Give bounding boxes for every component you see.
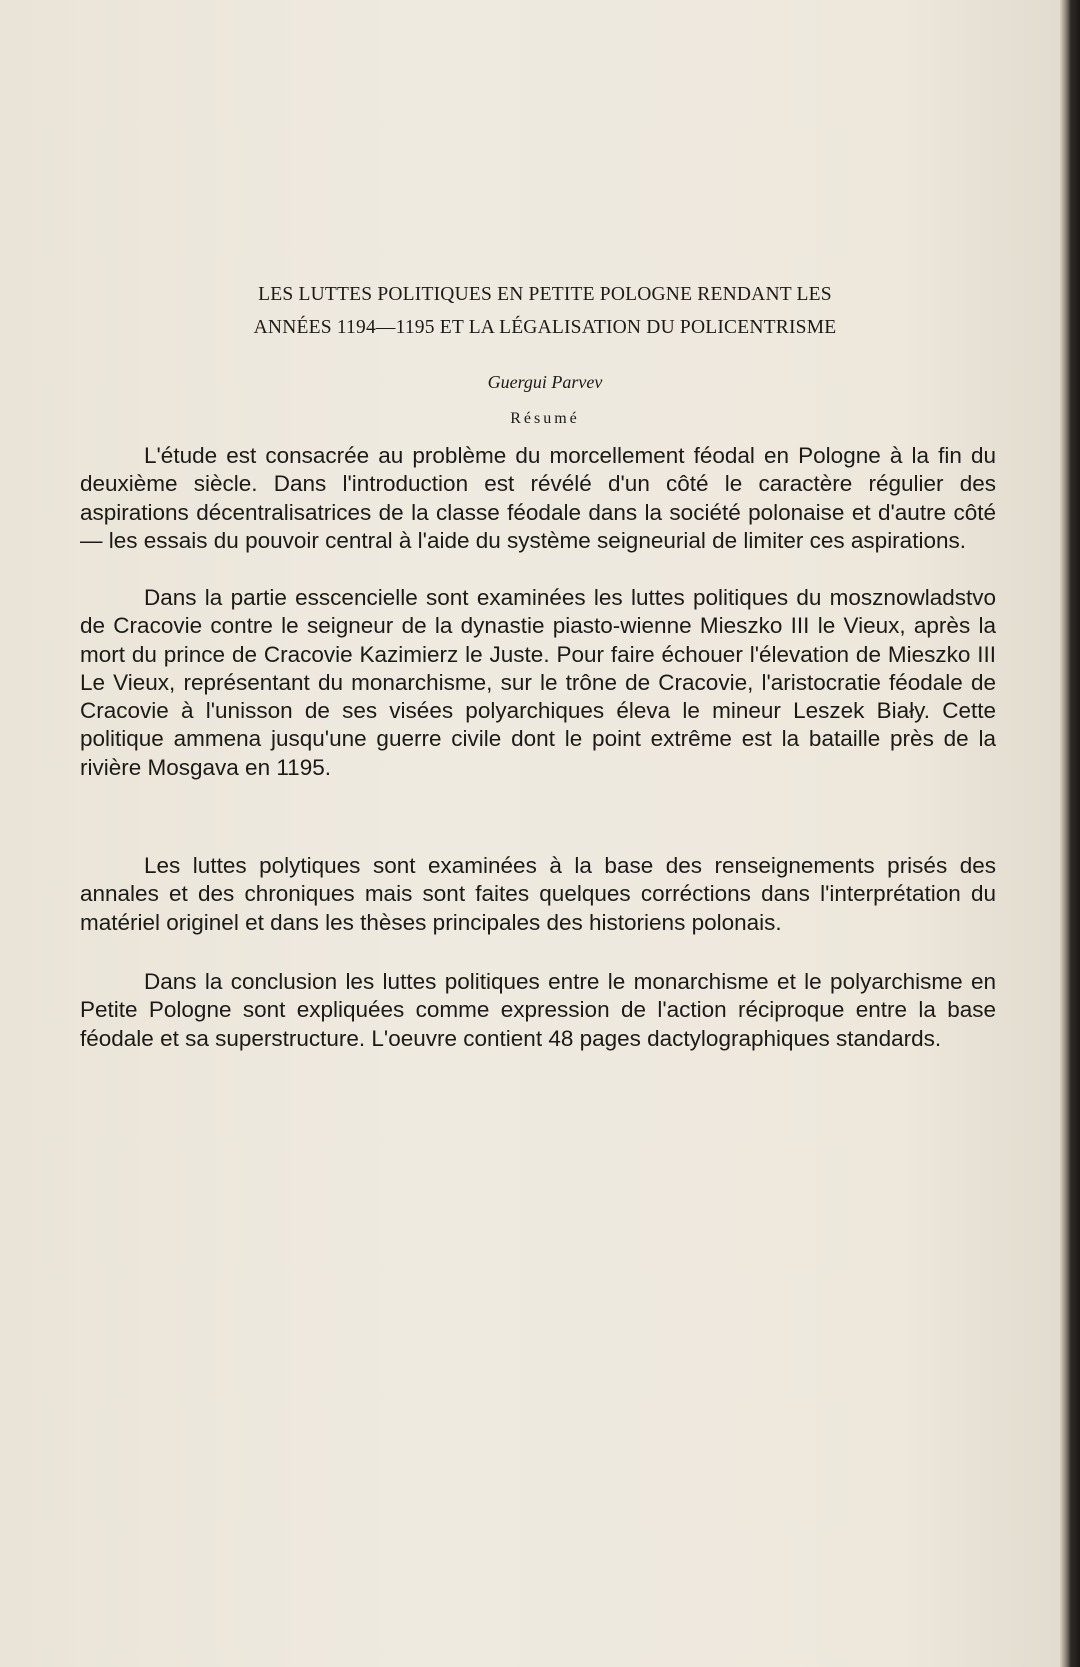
document-title xyxy=(120,278,970,344)
paragraph-sources: Les luttes polytiques sont examinées à la base des renseignements prisés des annales et des chroniques mais sont faites quelques corréctions dans l'interprétation du matériel originel et dans les thèses principales des historiens polonais. xyxy=(80,853,996,935)
book-spine-edge xyxy=(1060,0,1080,1667)
section-heading: Résumé xyxy=(510,410,580,427)
title-line-2: ANNÉES 1194—1195 ET LA LÉGALISATION DU POLICENTRISME xyxy=(253,317,837,338)
author-name: Guergui Parvev xyxy=(487,372,603,392)
paragraph-main-part: Dans la partie esscencielle sont examinées les luttes politiques du mosznowladstvo de Cracovie contre le seigneur de la dynastie piasto-wienne Mieszko III le Vieux, après la mort du prince de Cracovie Kazimierz le Juste. Pour faire échouer l'élevation de Mieszko III Le Vieux, représentant du monarchisme, sur le trône de Cracovie, l'aristocratie féodale de Cracovie à l'unisson de ses visées polyarchiques éleva le mineur Leszek Biały. Cette politique ammena jusqu'une guerre civile dont le point extrême est la bataille près de la rivière Mosgava en 1195. xyxy=(80,585,996,780)
paragraph-introduction: L'étude est consacrée au problème du morcellement féodal en Pologne à la fin du deuxième siècle. Dans l'introduction est révélé d'un côté le caractère régulier des aspirations décentralisatrices de la classe féodale dans la société polonaise et d'autre côté — les essais du pouvoir central à l'aide du système seigneurial de limiter ces aspirations. xyxy=(80,443,996,553)
paragraph-conclusion: Dans la conclusion les luttes politiques entre le monarchisme et le polyarchisme en Petite Pologne sont expliquées comme expression de l'action réciproque entre la base féodale et sa superstructure. L'oeuvre contient 48 pages dactylographiques standards. xyxy=(80,969,996,1051)
title-line-1: LES LUTTES POLITIQUES EN PETITE POLOGNE RENDANT LES xyxy=(258,284,832,305)
